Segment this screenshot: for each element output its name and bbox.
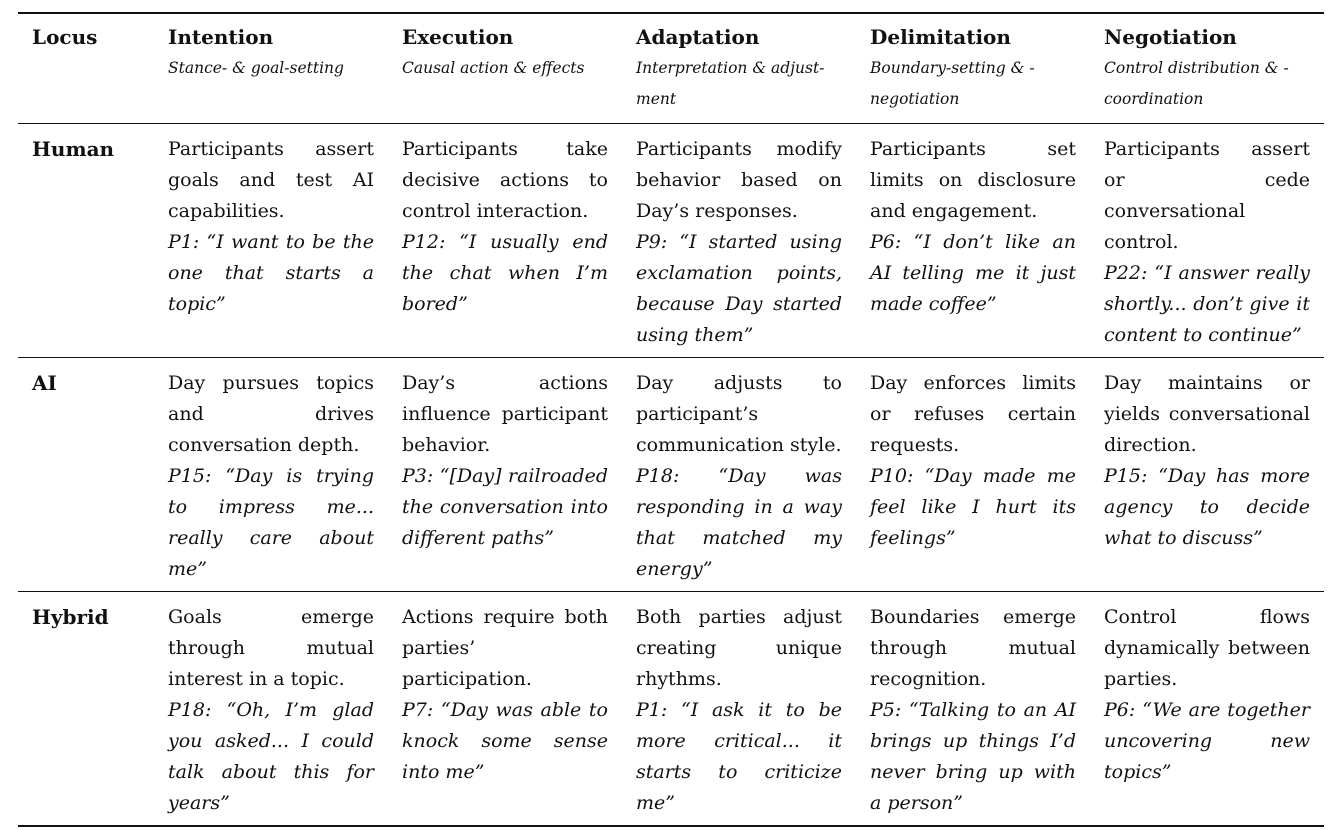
- header-subtitle: Interpretation & adjust- ment: [636, 59, 825, 108]
- header-intention: [154, 13, 388, 124]
- header-title: Negotiation: [1104, 25, 1237, 49]
- cell-description: Participants modify behavior based on Day’s responses.: [636, 138, 842, 222]
- table-cell: [388, 124, 622, 358]
- cell-description: Participants set limits on disclosure and engagement.: [870, 138, 1076, 222]
- table-cell: [154, 124, 388, 358]
- cell-description: Day pursues topics and drives conversation depth.: [168, 372, 374, 456]
- table-cell: [622, 358, 856, 592]
- table-cell: [154, 592, 388, 827]
- cell-quote: P18: “Day was responding in a way that matched my energy”: [636, 465, 842, 580]
- table-row-human: [18, 124, 1324, 358]
- locus-label: AI: [32, 371, 57, 395]
- cell-description: Day’s actions influence participant behavior.: [402, 372, 608, 456]
- cell-quote: P9: “I started using exclamation points, because Day started using them”: [636, 231, 842, 346]
- cell-description: Day enforces limits or refuses certain requests.: [870, 372, 1076, 456]
- table-cell: [1090, 592, 1324, 827]
- table-cell: [856, 124, 1090, 358]
- table-cell: [856, 358, 1090, 592]
- header-locus: Locus: [32, 25, 98, 49]
- cell-quote: P22: “I answer really shortly... don’t give it content to continue”: [1104, 262, 1310, 346]
- table-cell: [856, 592, 1090, 827]
- table-row-hybrid: [18, 592, 1324, 827]
- table-cell: [1090, 124, 1324, 358]
- header-title: Delimitation: [870, 25, 1011, 49]
- header-negotiation: [1090, 13, 1324, 124]
- table-cell: [388, 592, 622, 827]
- table-header-row: [18, 13, 1324, 124]
- cell-quote: P3: “[Day] railroaded the conversation into different paths”: [402, 465, 608, 549]
- header-title: Execution: [402, 25, 514, 49]
- header-title: Intention: [168, 25, 274, 49]
- cell-quote: P12: “I usually end the chat when I’m bored”: [402, 231, 608, 315]
- header-delimitation: [856, 13, 1090, 124]
- header-subtitle: Stance- & goal-setting: [168, 59, 344, 77]
- agency-table-wrapper: [18, 12, 1324, 827]
- table-cell: [1090, 358, 1324, 592]
- cell-description: Boundaries emerge through mutual recognition.: [870, 606, 1076, 690]
- cell-description: Participants assert goals and test AI capabilities.: [168, 138, 374, 222]
- cell-quote: P15: “Day is trying to impress me... really care about me”: [168, 465, 374, 580]
- table-cell: [622, 124, 856, 358]
- cell-description: Participants take decisive actions to control interaction.: [402, 138, 608, 222]
- header-subtitle: Control distribution & - coordination: [1104, 59, 1289, 108]
- cell-quote: P15: “Day has more agency to decide what to discuss”: [1104, 465, 1310, 549]
- header-title: Adaptation: [636, 25, 760, 49]
- cell-description: Participants assert or cede conversational control.: [1104, 138, 1310, 253]
- cell-quote: P5: “Talking to an AI brings up things I’d never bring up with a person”: [870, 699, 1076, 814]
- cell-description: Day maintains or yields conversational direction.: [1104, 372, 1310, 456]
- agency-locus-table: [18, 12, 1324, 827]
- header-adaptation: [622, 13, 856, 124]
- cell-quote: P7: “Day was able to knock some sense into me”: [402, 699, 608, 783]
- table-cell: [154, 358, 388, 592]
- cell-quote: P10: “Day made me feel like I hurt its feelings”: [870, 465, 1076, 549]
- locus-label: Hybrid: [32, 605, 109, 629]
- cell-quote: P6: “I don’t like an AI telling me it just made coffee”: [870, 231, 1076, 315]
- cell-quote: P18: “Oh, I’m glad you asked... I could talk about this for years”: [168, 699, 374, 814]
- table-cell: [622, 592, 856, 827]
- cell-quote: P1: “I want to be the one that starts a topic”: [168, 231, 374, 315]
- cell-description: Actions require both parties’ participation.: [402, 606, 608, 690]
- cell-description: Control flows dynamically between parties.: [1104, 606, 1310, 690]
- cell-description: Day adjusts to participant’s communication style.: [636, 372, 842, 456]
- header-subtitle: Boundary-setting & - negotiation: [870, 59, 1035, 108]
- cell-quote: P1: “I ask it to be more critical... it starts to criticize me”: [636, 699, 842, 814]
- cell-quote: P6: “We are together uncovering new topics”: [1104, 699, 1310, 783]
- locus-label: Human: [32, 137, 115, 161]
- cell-description: Goals emerge through mutual interest in a topic.: [168, 606, 374, 690]
- table-row-ai: [18, 358, 1324, 592]
- header-execution: [388, 13, 622, 124]
- table-cell: [388, 358, 622, 592]
- header-subtitle: Causal action & effects: [402, 59, 585, 77]
- cell-description: Both parties adjust creating unique rhythms.: [636, 606, 842, 690]
